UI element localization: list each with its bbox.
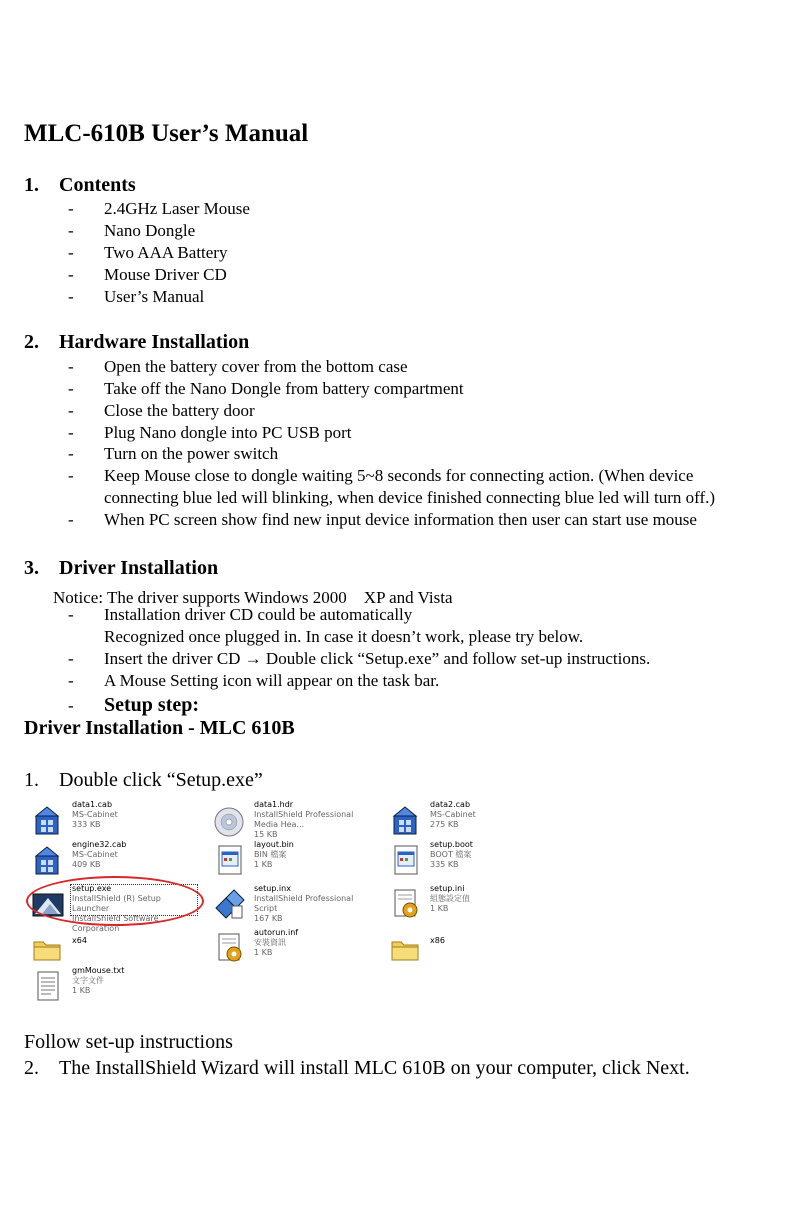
file-item[interactable]: setup.boot BOOT 檔案 335 KB bbox=[384, 838, 544, 884]
file-item[interactable]: layout.bin BIN 檔案 1 KB bbox=[208, 838, 368, 884]
step-number: 2. bbox=[24, 1057, 39, 1079]
config-file-icon bbox=[212, 930, 246, 966]
section-heading-contents bbox=[24, 174, 136, 197]
section-number: 3. bbox=[24, 557, 39, 579]
step-number: 1. bbox=[24, 769, 39, 791]
file-item-setup-exe[interactable]: setup.exe InstallShield (R) Setup Launcher InstallShield Software Corporation bbox=[26, 882, 186, 928]
file-explorer-screenshot bbox=[26, 796, 494, 1002]
step-1 bbox=[24, 769, 263, 792]
notice-text: Notice: The driver supports Windows 2000 XP and Vista bbox=[53, 588, 453, 607]
cabinet-icon bbox=[388, 802, 422, 838]
file-item[interactable]: data1.hdr InstallShield Professional Media Hea... 15 KB bbox=[208, 798, 368, 844]
bullet-dash: - bbox=[68, 696, 74, 715]
bullet-dash: - bbox=[68, 671, 74, 690]
list-item: - A Mouse Setting icon will appear on the task bar. bbox=[68, 671, 440, 690]
folder-icon bbox=[388, 930, 422, 966]
file-item[interactable]: x64 bbox=[26, 926, 186, 972]
list-item: - Close the battery door bbox=[68, 401, 255, 420]
list-item: - Mouse Driver CD bbox=[68, 265, 227, 284]
list-item: - 2.4GHz Laser Mouse bbox=[68, 199, 250, 218]
bullet-dash: - bbox=[68, 401, 74, 420]
section-heading-driver bbox=[24, 557, 218, 580]
step-2 bbox=[24, 1057, 690, 1080]
file-item[interactable]: autorun.inf 安裝資訊 1 KB bbox=[208, 926, 368, 972]
config-file-icon bbox=[388, 886, 422, 922]
file-item[interactable]: data1.cab MS-Cabinet 333 KB bbox=[26, 798, 186, 844]
list-item: - Keep Mouse close to dongle waiting 5~8 seconds for connecting action. (When device bbox=[68, 466, 694, 485]
bullet-dash: - bbox=[68, 444, 74, 463]
bullet-dash: - bbox=[68, 287, 74, 306]
list-item: - Installation driver CD could be automatically bbox=[68, 605, 413, 624]
cabinet-icon bbox=[30, 802, 64, 838]
section-title: Contents bbox=[59, 174, 136, 196]
step-text: Double click “Setup.exe” bbox=[59, 769, 263, 791]
file-item[interactable]: data2.cab MS-Cabinet 275 KB bbox=[384, 798, 544, 844]
window-file-icon bbox=[388, 842, 422, 878]
file-item[interactable]: x86 bbox=[384, 926, 544, 972]
file-item[interactable]: setup.ini 組態設定值 1 KB bbox=[384, 882, 544, 928]
bullet-dash: - bbox=[68, 221, 74, 240]
list-item: - Insert the driver CD → Double click “Setup.exe” and follow set-up instructions. bbox=[68, 649, 651, 668]
list-item: - Open the battery cover from the bottom case bbox=[68, 357, 408, 376]
bullet-dash: - bbox=[68, 649, 74, 668]
folder-icon bbox=[30, 930, 64, 966]
bullet-dash: - bbox=[68, 243, 74, 262]
file-item[interactable]: setup.inx InstallShield Professional Script 167 KB bbox=[208, 882, 368, 928]
step-text: The InstallShield Wizard will install MLC 610B on your computer, click Next. bbox=[59, 1057, 690, 1079]
bullet-dash: - bbox=[68, 510, 74, 529]
cabinet-icon bbox=[30, 842, 64, 878]
list-item: - Turn on the power switch bbox=[68, 444, 279, 463]
bullet-dash: - bbox=[68, 605, 74, 624]
list-item: - Nano Dongle bbox=[68, 221, 196, 240]
list-item: - Two AAA Battery bbox=[68, 243, 228, 262]
bullet-dash: - bbox=[68, 265, 74, 284]
section-number: 2. bbox=[24, 331, 39, 353]
text-file-icon bbox=[30, 968, 64, 1004]
list-item: - Take off the Nano Dongle from battery compartment bbox=[68, 379, 464, 398]
list-item: - Plug Nano dongle into PC USB port bbox=[68, 423, 352, 442]
bullet-dash: - bbox=[68, 423, 74, 442]
subheading: Driver Installation - MLC 610B bbox=[24, 717, 295, 739]
bullet-dash: - bbox=[68, 466, 74, 485]
list-item-continuation: connecting blue led will blinking, when device finished connecting blue led will turn off.) bbox=[104, 488, 716, 507]
bullet-dash: - bbox=[68, 357, 74, 376]
setup-step-label: - Setup step: bbox=[68, 694, 200, 716]
list-item: - User’s Manual bbox=[68, 287, 205, 306]
file-item[interactable]: gmMouse.txt 文字文件 1 KB bbox=[26, 964, 186, 1010]
section-heading-hardware bbox=[24, 331, 249, 354]
section-title: Hardware Installation bbox=[59, 331, 250, 353]
script-icon bbox=[212, 886, 246, 922]
bullet-dash: - bbox=[68, 199, 74, 218]
highlight-circle bbox=[26, 876, 204, 926]
bullet-dash: - bbox=[68, 379, 74, 398]
cd-icon bbox=[212, 802, 246, 838]
section-title: Driver Installation bbox=[59, 557, 219, 579]
section-number: 1. bbox=[24, 174, 39, 196]
follow-instructions-text: Follow set-up instructions bbox=[24, 1031, 233, 1053]
file-item[interactable]: engine32.cab MS-Cabinet 409 KB bbox=[26, 838, 186, 884]
list-item: - When PC screen show find new input device information then user can start use mouse bbox=[68, 510, 697, 529]
page-title: MLC-610B User’s Manual bbox=[24, 120, 309, 147]
list-item-continuation: Recognized once plugged in. In case it doesn’t work, please try below. bbox=[104, 627, 584, 646]
window-file-icon bbox=[212, 842, 246, 878]
